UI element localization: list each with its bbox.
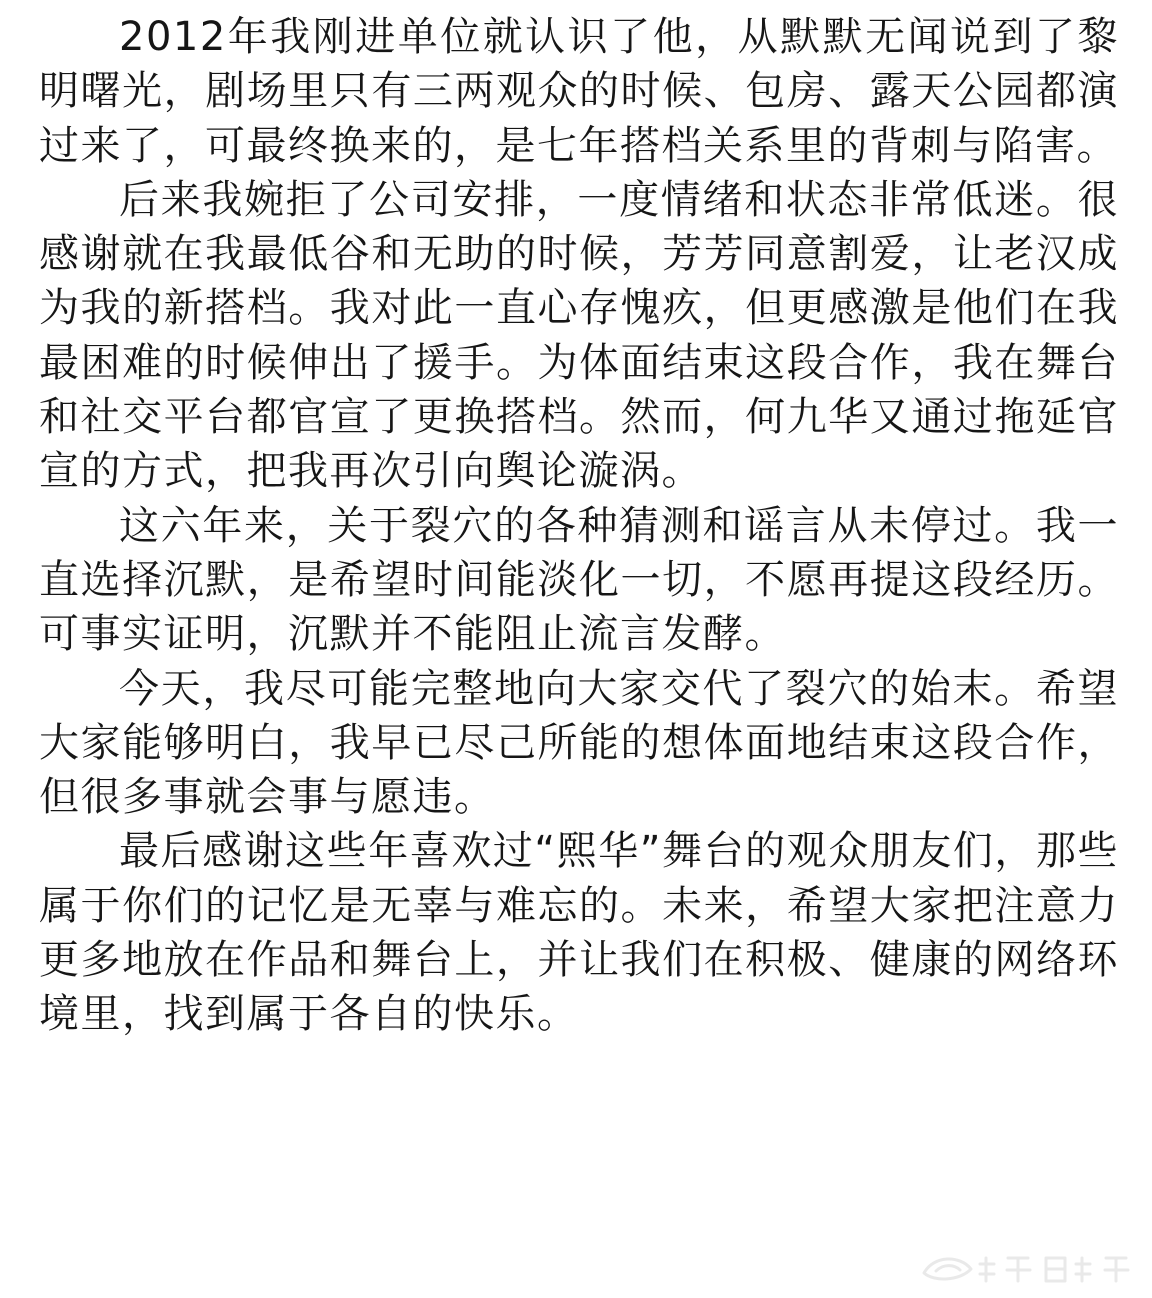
statement-text [39,10,1119,1042]
paragraph-4: 今天，我尽可能完整地向大家交代了裂穴的始末。希望大家能够明白，我早已尽己所能的想体面地结束这段合作，但很多事就会事与愿违。 [39,665,1119,821]
watermark-icon [916,1246,1144,1290]
paragraph-5: 最后感谢这些年喜欢过“熙华”舞台的观众朋友们，那些属于你们的记忆是无辜与难忘的。未来，希望大家把注意力更多地放在作品和舞台上，并让我们在积极、健康的网络环境里，找到属于各自的快乐。 [39,828,1119,1038]
paragraph-1: 2012年我刚进单位就认识了他，从默默无闻说到了黎明曙光，剧场里只有三两观众的时候、包房、露天公园都演过来了，可最终换来的，是七年搭档关系里的背刺与陷害。 [39,14,1119,169]
paragraph-2: 后来我婉拒了公司安排，一度情绪和状态非常低迷。很感谢就在我最低谷和无助的时候，芳芳同意割爱，让老汉成为我的新搭档。我对此一直心存愧疚，但更感激是他们在我最困难的时候伸出了援手。为体面结束这段合作，我在舞台和社交平台都官宣了更换搭档。然而，何九华又通过拖延官宣的方式，把我再次引向舆论漩涡。 [39,176,1119,495]
paragraph-3: 这六年来，关于裂穴的各种猜测和谣言从未停过。我一直选择沉默，是希望时间能淡化一切，不愿再提这段经历。可事实证明，沉默并不能阻止流言发酵。 [39,502,1119,658]
